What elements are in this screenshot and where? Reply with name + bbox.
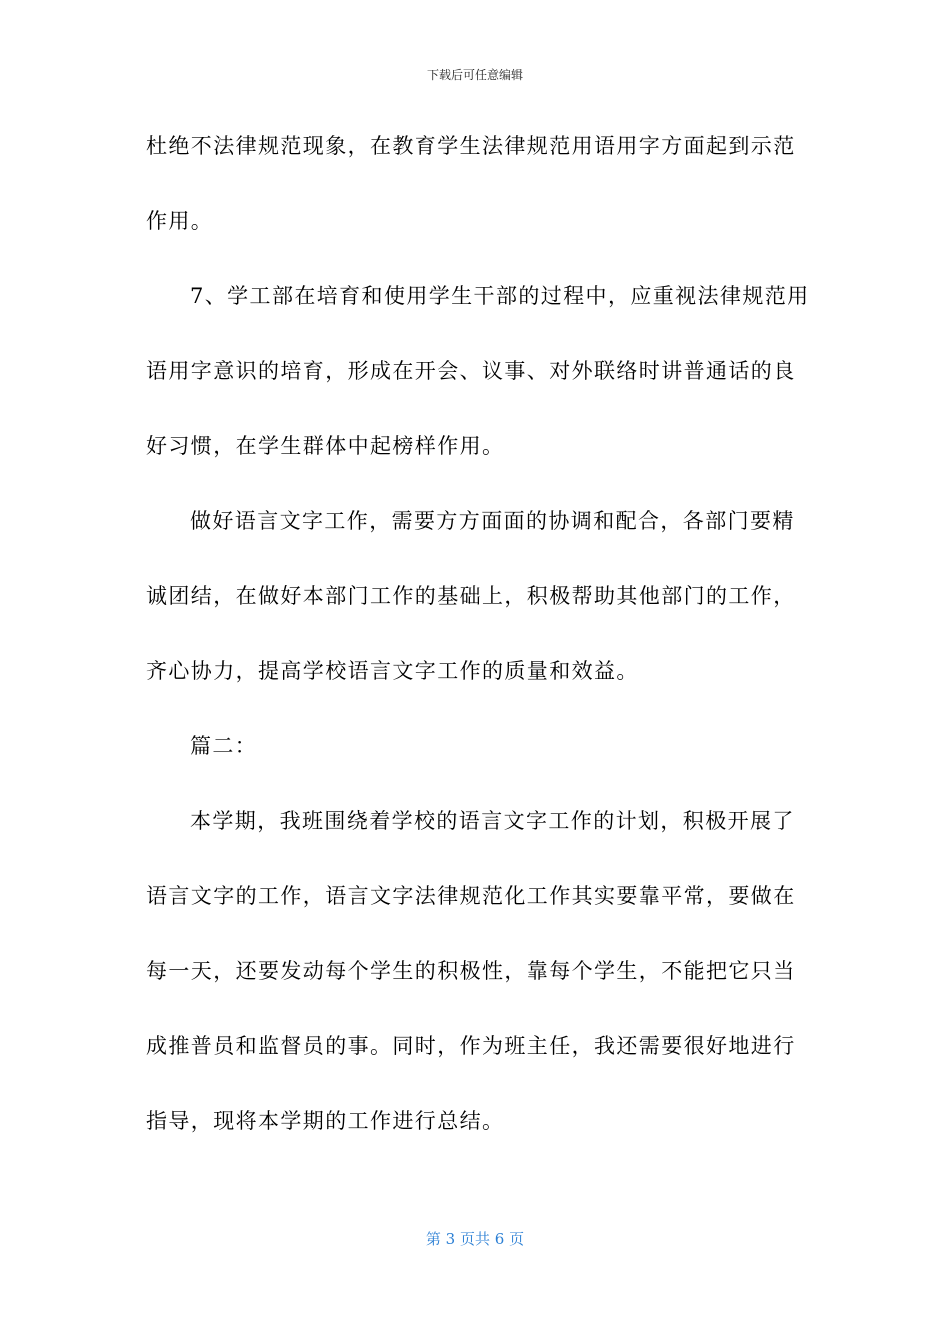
paragraph-line: 成推普员和监督员的事。同时，作为班主任，我还需要很好地进行 <box>146 1034 796 1058</box>
paragraph-line: 指导，现将本学期的工作进行总结。 <box>146 1109 505 1133</box>
paragraph-line: 杜绝不法律规范现象，在教育学生法律规范用语用字方面起到示范 <box>146 134 796 158</box>
paragraph-line: 本学期，我班围绕着学校的语言文字工作的计划，积极开展了 <box>190 809 795 833</box>
paragraph-line: 7、学工部在培育和使用学生干部的过程中，应重视法律规范用 <box>190 284 810 308</box>
paragraph-line: 每一天，还要发动每个学生的积极性，靠每个学生，不能把它只当 <box>146 959 796 983</box>
document-body <box>146 109 810 1159</box>
page-number-footer: 第 3 页共 6 页 <box>425 1230 525 1248</box>
page-header-note: 下载后可任意编辑 <box>426 68 523 82</box>
paragraph-line: 语言文字的工作，语言文字法律规范化工作其实要靠平常，要做在 <box>146 884 796 908</box>
paragraph-line: 齐心协力，提高学校语言文字工作的质量和效益。 <box>146 659 639 683</box>
paragraph-line: 语用字意识的培育，形成在开会、议事、对外联络时讲普通话的良 <box>146 359 796 383</box>
paragraph-line: 作用。 <box>146 209 214 233</box>
paragraph-line: 诚团结，在做好本部门工作的基础上，积极帮助其他部门的工作， <box>146 584 796 608</box>
paragraph-line: 做好语言文字工作，需要方方面面的协调和配合，各部门要精 <box>190 509 795 533</box>
section-heading: 篇二： <box>190 734 258 758</box>
paragraph-line: 好习惯，在学生群体中起榜样作用。 <box>146 434 505 458</box>
